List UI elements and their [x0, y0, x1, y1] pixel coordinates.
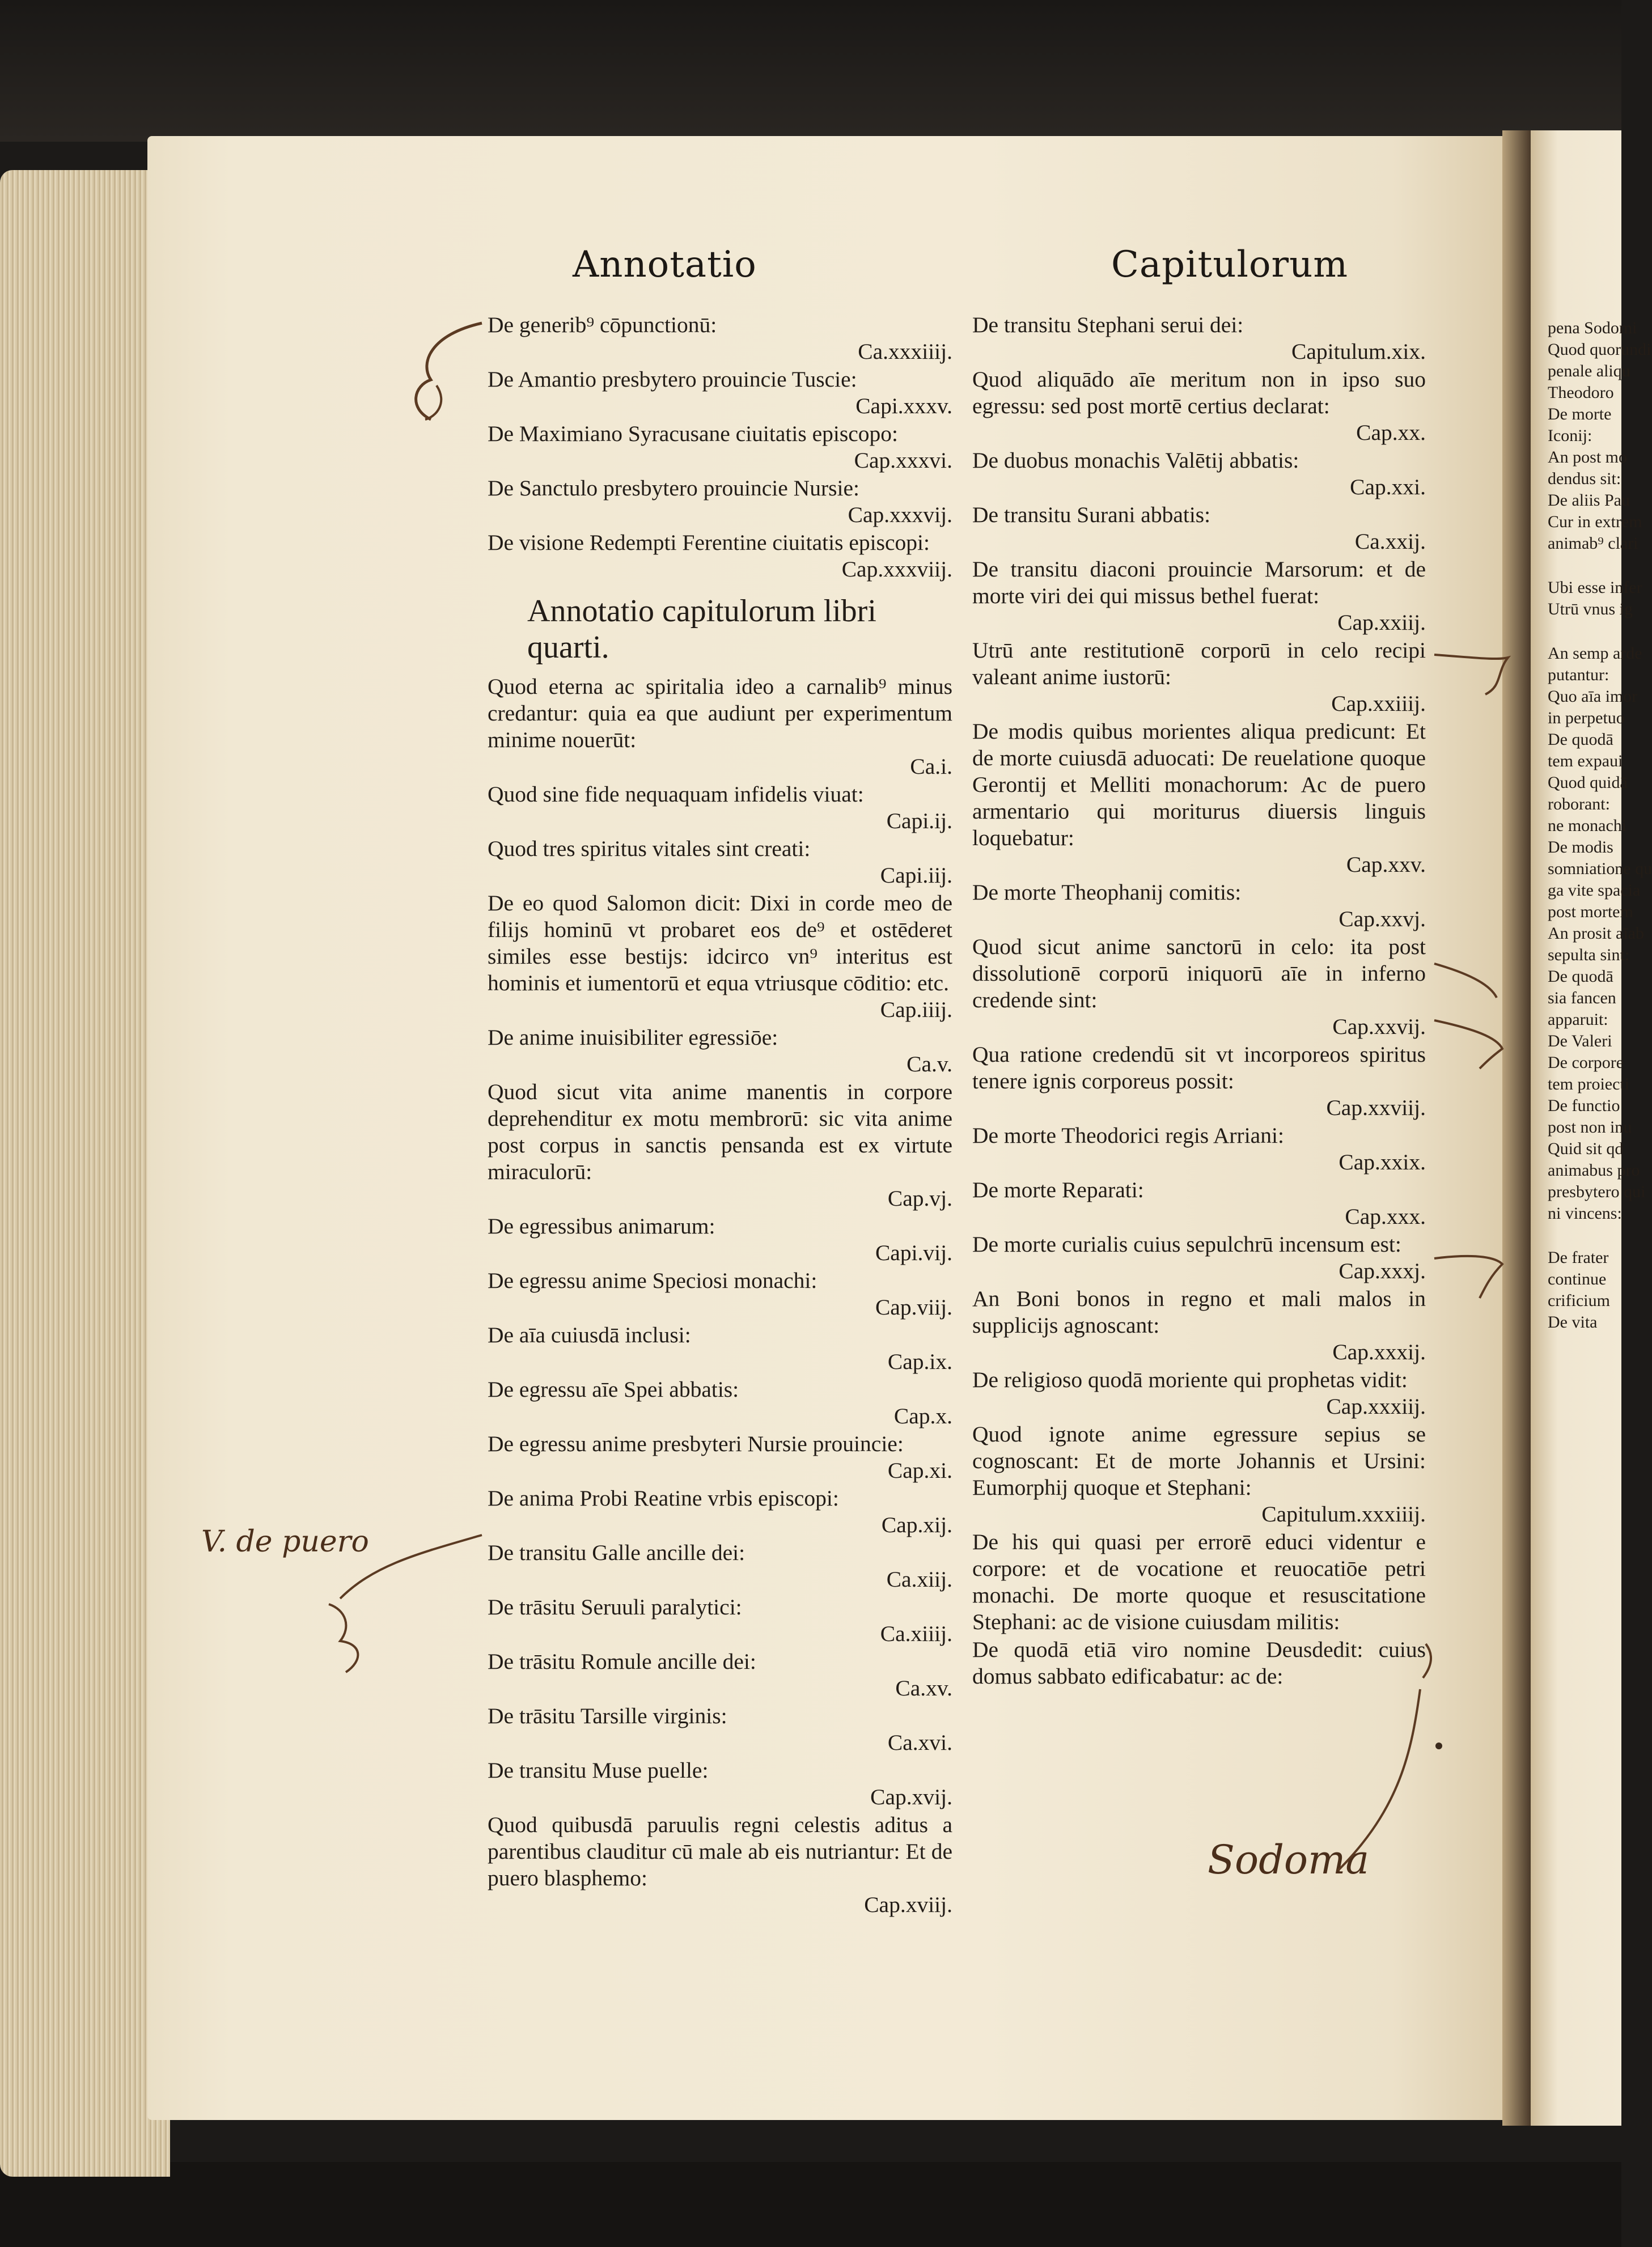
- chapter-entry: [488, 1594, 952, 1647]
- top-background: [0, 0, 1621, 142]
- chapter-entry: [972, 366, 1426, 446]
- entry-chapter-number: Cap.xxxvij.: [848, 502, 952, 527]
- entry-chapter-number: Cap.xxx.: [1345, 1204, 1426, 1229]
- entry-text: De egressibus animarum:: [488, 1214, 715, 1239]
- bracket-annotation-top: [397, 317, 488, 431]
- bracket-annotation-right-1: [1429, 646, 1519, 703]
- chapter-entry: [488, 1024, 952, 1078]
- facing-page-line: De functio: [1548, 1096, 1620, 1115]
- facing-page-line: Cur in extrem: [1548, 512, 1642, 531]
- bottom-background: [0, 2162, 1621, 2247]
- entry-text: Quod sicut vita anime manentis in corpore deprehenditur ex motu membrorū: sic vita anime post corpus in sanctis pensanda est ex virtute miraculorū:: [488, 1079, 952, 1184]
- chapter-entry: [972, 1286, 1426, 1366]
- facing-page-line: post non inu: [1548, 1118, 1632, 1137]
- entry-text: De transitu diaconi prouincie Marsorum: et de morte viri dei qui missus bethel fuerat:: [972, 557, 1426, 608]
- entry-chapter-number: Cap.xxvij.: [1332, 1014, 1426, 1039]
- facing-page-line: in perpetuo: [1548, 709, 1625, 727]
- entry-text: Qua ratione credendū sit vt incorporeos spiritus tenere ignis corporeus possit:: [972, 1042, 1426, 1093]
- facing-page-line: pena Sodomi: [1548, 319, 1637, 337]
- facing-page-line: De aliis Pau: [1548, 491, 1630, 510]
- entry-text: Quod sine fide nequaquam infidelis viuat:: [488, 782, 864, 807]
- entry-text: De his qui quasi per errorē educi videntur e corpore: et de vocatione et reuocatiōe petri monachi. De morte quoque et resuscitatione Stephani: ac de visione cuiusdam militis:: [972, 1529, 1426, 1634]
- entry-text: De generib⁹ cōpunctionū:: [488, 312, 717, 337]
- running-head-right: Capitulorum: [1111, 244, 1348, 286]
- entry-text: An Boni bonos in regno et mali malos in supplicijs agnoscant:: [972, 1286, 1426, 1338]
- entry-chapter-number: Ca.xxxiiij.: [858, 339, 952, 364]
- entry-text: De morte Reparati:: [972, 1177, 1144, 1202]
- bracket-annotation-right-3: [1429, 1241, 1519, 1309]
- chapter-entry: [972, 312, 1426, 365]
- entry-text: Quod sicut anime sanctorū in celo: ita post dissolutionē corporū iniquorū aīe in inferno credende sint:: [972, 934, 1426, 1012]
- facing-page: [1531, 130, 1652, 2126]
- facing-page-line: Theodoro: [1548, 383, 1614, 402]
- facing-page-line: ne monachi: [1548, 816, 1627, 835]
- entry-text: De transitu Surani abbatis:: [972, 502, 1211, 527]
- chapter-entry: [488, 1485, 952, 1538]
- facing-page-line: somniatione qu: [1548, 859, 1652, 878]
- entry-text: Quod quibusdā paruulis regni celestis aditus a parentibus clauditur cū male ab eis nutriantur: Et de puero blasphemo:: [488, 1812, 952, 1890]
- entry-chapter-number: Cap.xxiiij.: [1331, 691, 1426, 716]
- chapter-entry: [488, 890, 952, 1023]
- facing-page-line: continue: [1548, 1270, 1607, 1288]
- chapter-entry: [972, 1177, 1426, 1230]
- facing-page-line: Quod quorundi: [1548, 340, 1651, 359]
- facing-page-line: De frater: [1548, 1248, 1609, 1267]
- facing-page-line: ni vincens:: [1548, 1204, 1622, 1223]
- chapter-entry: [972, 447, 1426, 501]
- chapter-entry: [488, 312, 952, 365]
- chapter-entry: [488, 673, 952, 780]
- chapter-entry: [972, 556, 1426, 636]
- facing-page-line: De quodā: [1548, 730, 1613, 749]
- facing-page-line: post mortem: [1548, 902, 1633, 921]
- facing-page-line: An prosit aīab: [1548, 924, 1644, 943]
- chapter-entry: [488, 1540, 952, 1593]
- entry-chapter-number: Capi.ij.: [886, 808, 952, 833]
- facing-page-line: Iconij:: [1548, 426, 1592, 445]
- chapter-entry: [488, 1757, 952, 1811]
- chapter-entry: [972, 934, 1426, 1040]
- entry-text: De modis quibus morientes aliqua predicunt: Et de morte cuiusdā aduocati: De reuelatione quoque Gerontij et Melliti monachorum: Ac de puero armentario qui moriturus diuersis linguis loquebatur:: [972, 719, 1426, 850]
- facing-page-line: An semp arde: [1548, 644, 1642, 663]
- entry-chapter-number: Cap.xxxviij.: [841, 557, 952, 582]
- chapter-entry: [488, 781, 952, 834]
- entry-text: De egressu anime presbyteri Nursie prouincie:: [488, 1431, 904, 1456]
- entry-text: Quod tres spiritus vitales sint creati:: [488, 836, 811, 861]
- entry-chapter-number: Cap.xxi.: [1350, 474, 1426, 499]
- chapter-entry: [488, 1812, 952, 1918]
- entry-chapter-number: Cap.xxxiij.: [1326, 1394, 1426, 1419]
- facing-page-line: tem expaui: [1548, 752, 1623, 770]
- facing-page-line: De corpore: [1548, 1053, 1624, 1072]
- chapter-entry: [488, 529, 952, 583]
- facing-page-line: Quid sit qd: [1548, 1139, 1624, 1158]
- entry-text: De quodā etiā viro nomine Deusdedit: cuius domus sabbato edificabatur: ac de:: [972, 1637, 1426, 1689]
- facing-page-line: animab⁹ clari: [1548, 534, 1638, 553]
- entry-chapter-number: Cap.xx.: [1356, 420, 1426, 445]
- entry-chapter-number: Cap.xxxij.: [1332, 1339, 1426, 1364]
- chapter-entry: [972, 879, 1426, 932]
- entry-chapter-number: Ca.xxij.: [1354, 529, 1426, 554]
- entries-before: [488, 312, 952, 583]
- chapter-entry: [488, 1267, 952, 1321]
- entry-text: De morte curialis cuius sepulchrū incensum est:: [972, 1232, 1401, 1257]
- facing-page-line: sia fancen: [1548, 989, 1616, 1007]
- entry-chapter-number: Cap.xxxj.: [1338, 1258, 1426, 1283]
- chapter-entry: [488, 1213, 952, 1266]
- entry-chapter-number: Cap.xij.: [881, 1512, 952, 1537]
- facing-page-line: Utrū vnus ig: [1548, 600, 1633, 618]
- entry-chapter-number: Cap.vj.: [887, 1186, 952, 1211]
- facing-page-line: De Valeri: [1548, 1032, 1612, 1050]
- entry-chapter-number: Ca.v.: [907, 1052, 952, 1076]
- book-four-heading: Annotatio capitulorum libri quarti.: [527, 593, 876, 665]
- entry-chapter-number: Cap.viij.: [875, 1295, 952, 1320]
- entry-chapter-number: Cap.iiij.: [880, 997, 952, 1022]
- chapter-entry: [488, 1376, 952, 1430]
- facing-page-line: De modis: [1548, 838, 1613, 857]
- entry-chapter-number: Cap.xxix.: [1338, 1150, 1426, 1175]
- entry-chapter-number: Cap.ix.: [887, 1349, 952, 1374]
- entry-text: De transitu Stephani serui dei:: [972, 312, 1244, 337]
- facing-page-line: roborant:: [1548, 795, 1610, 813]
- entry-text: De religioso quodā moriente qui prophetas vidit:: [972, 1367, 1408, 1392]
- facing-page-line: De quodā: [1548, 967, 1613, 986]
- entry-text: De morte Theophanij comitis:: [972, 880, 1242, 905]
- chapter-entry: [972, 1231, 1426, 1284]
- chapter-entry: [488, 1322, 952, 1375]
- entry-text: De anime inuisibiliter egressiōe:: [488, 1025, 778, 1050]
- entry-chapter-number: Capi.vij.: [875, 1240, 952, 1265]
- entry-text: De egressu anime Speciosi monachi:: [488, 1268, 817, 1293]
- facing-page-line: Ubi esse infer: [1548, 578, 1642, 597]
- chapter-entry: [972, 1041, 1426, 1121]
- entry-text: Quod ignote anime egressure sepius se cognoscant: Et de morte Johannis et Ursini: Eumorphij quoque et Stephani:: [972, 1422, 1426, 1500]
- chapter-entry: [972, 1122, 1426, 1176]
- facing-page-line: ga vite spacia: [1548, 881, 1641, 900]
- chapter-entry: [488, 1431, 952, 1484]
- page-edges: [0, 170, 170, 2177]
- facing-page-line: An post mo: [1548, 448, 1628, 467]
- entry-chapter-number: Cap.xxvj.: [1338, 906, 1426, 931]
- facing-page-line: animabus pro: [1548, 1161, 1640, 1180]
- long-annotation-stroke: [1327, 1638, 1463, 1876]
- entry-chapter-number: Ca.xiiij.: [880, 1621, 952, 1646]
- entry-chapter-number: Ca.i.: [910, 754, 952, 779]
- entry-text: De morte Theodorici regis Arriani:: [972, 1123, 1284, 1148]
- entry-chapter-number: Ca.xiij.: [886, 1567, 952, 1592]
- entry-chapter-number: Capitulum.xix.: [1291, 339, 1426, 364]
- chapter-entry: [972, 1421, 1426, 1528]
- entry-text: De egressu aīe Spei abbatis:: [488, 1377, 739, 1402]
- chapter-entry: [488, 366, 952, 419]
- entry-text: De Amantio presbytero prouincie Tuscie:: [488, 367, 857, 392]
- bracket-annotation-left-bottom: [306, 1530, 488, 1701]
- facing-page-line: dendus sit:: [1548, 469, 1621, 488]
- chapter-entry: [972, 1529, 1426, 1635]
- margin-note-bottom: Sodoma: [1208, 1837, 1370, 1883]
- entry-text: De visione Redempti Ferentine ciuitatis episcopi:: [488, 530, 930, 555]
- facing-page-line: sepulta sint:: [1548, 946, 1630, 964]
- entry-chapter-number: Ca.xv.: [895, 1676, 952, 1701]
- facing-page-line: penale aliqu: [1548, 362, 1630, 380]
- facing-page-line: tem proiecti: [1548, 1075, 1630, 1093]
- chapter-entry: [972, 637, 1426, 717]
- entry-chapter-number: Cap.xviij.: [864, 1892, 952, 1917]
- margin-note-left: V. de puero: [201, 1525, 369, 1559]
- chapter-entry: [488, 421, 952, 474]
- running-head-left: Annotatio: [573, 244, 757, 286]
- facing-page-line: presbytero qui: [1548, 1182, 1646, 1201]
- facing-page-line: De vita: [1548, 1313, 1598, 1332]
- chapter-entry: [488, 1648, 952, 1702]
- facing-page-line: De morte: [1548, 405, 1612, 423]
- entry-chapter-number: Cap.xxviij.: [1326, 1095, 1426, 1120]
- bracket-annotation-right-2: [1429, 952, 1519, 1071]
- chapter-entry: [488, 1079, 952, 1212]
- left-column: [488, 312, 952, 1919]
- facing-page-line: putantur:: [1548, 665, 1609, 684]
- entry-text: De trāsitu Seruuli paralytici:: [488, 1595, 742, 1619]
- right-column: [972, 312, 1426, 1691]
- entry-text: De duobus monachis Valētij abbatis:: [972, 448, 1299, 473]
- chapter-entry: [972, 502, 1426, 555]
- entry-text: Utrū ante restitutionē corporū in celo recipi valeant anime iustorū:: [972, 638, 1426, 689]
- facing-page-line: apparuit:: [1548, 1010, 1608, 1029]
- entry-text: De Maximiano Syracusane ciuitatis episcopo:: [488, 421, 898, 446]
- entry-text: De transitu Galle ancille dei:: [488, 1540, 745, 1565]
- entry-chapter-number: Capi.iij.: [880, 863, 952, 888]
- chapter-entry: [488, 475, 952, 528]
- facing-page-line: Quod quidā: [1548, 773, 1628, 792]
- chapter-entry: [488, 836, 952, 889]
- facing-page-line: Quo aīa imor: [1548, 687, 1638, 706]
- entry-text: De Sanctulo presbytero prouincie Nursie:: [488, 476, 859, 501]
- entry-chapter-number: Cap.xi.: [887, 1458, 952, 1483]
- entry-chapter-number: Ca.xvi.: [887, 1730, 952, 1755]
- chapter-entry: [972, 1367, 1426, 1420]
- entry-text: De trāsitu Romule ancille dei:: [488, 1649, 756, 1674]
- entry-chapter-number: Capi.xxxv.: [855, 393, 952, 418]
- entry-chapter-number: Cap.xxv.: [1346, 852, 1426, 877]
- entry-text: Quod eterna ac spiritalia ideo a carnalib⁹ minus credantur: quia ea que audiunt per experimentum minime nouerūt:: [488, 674, 952, 752]
- entry-chapter-number: Cap.xxxvi.: [854, 448, 952, 473]
- entry-text: De transitu Muse puelle:: [488, 1758, 709, 1783]
- entry-text: De eo quod Salomon dicit: Dixi in corde meo de filijs hominū vt probaret eos de⁹ et ostēderet similes esse bestijs: idcirco vn⁹ interitus est hominis et iumentorū et equa vtriusque cōditio: etc.: [488, 891, 952, 995]
- entry-chapter-number: Cap.xxiij.: [1337, 610, 1426, 635]
- facing-page-text: [1531, 317, 1652, 1333]
- facing-page-line: crificium: [1548, 1291, 1610, 1310]
- chapter-entry: [972, 718, 1426, 878]
- entry-chapter-number: Cap.xvij.: [870, 1784, 952, 1809]
- right-entries: [972, 312, 1426, 1690]
- entries-after: [488, 673, 952, 1918]
- entry-text: De anima Probi Reatine vrbis episcopi:: [488, 1486, 839, 1511]
- chapter-entry: [488, 1703, 952, 1756]
- entry-text: Quod aliquādo aīe meritum non in ipso suo egressu: sed post mortē certius declarat:: [972, 367, 1426, 418]
- entry-text: De aīa cuiusdā inclusi:: [488, 1322, 691, 1347]
- entry-chapter-number: Capitulum.xxxiiij.: [1261, 1502, 1426, 1527]
- entry-text: De trāsitu Tarsille virginis:: [488, 1703, 727, 1728]
- entry-chapter-number: Cap.x.: [893, 1404, 952, 1428]
